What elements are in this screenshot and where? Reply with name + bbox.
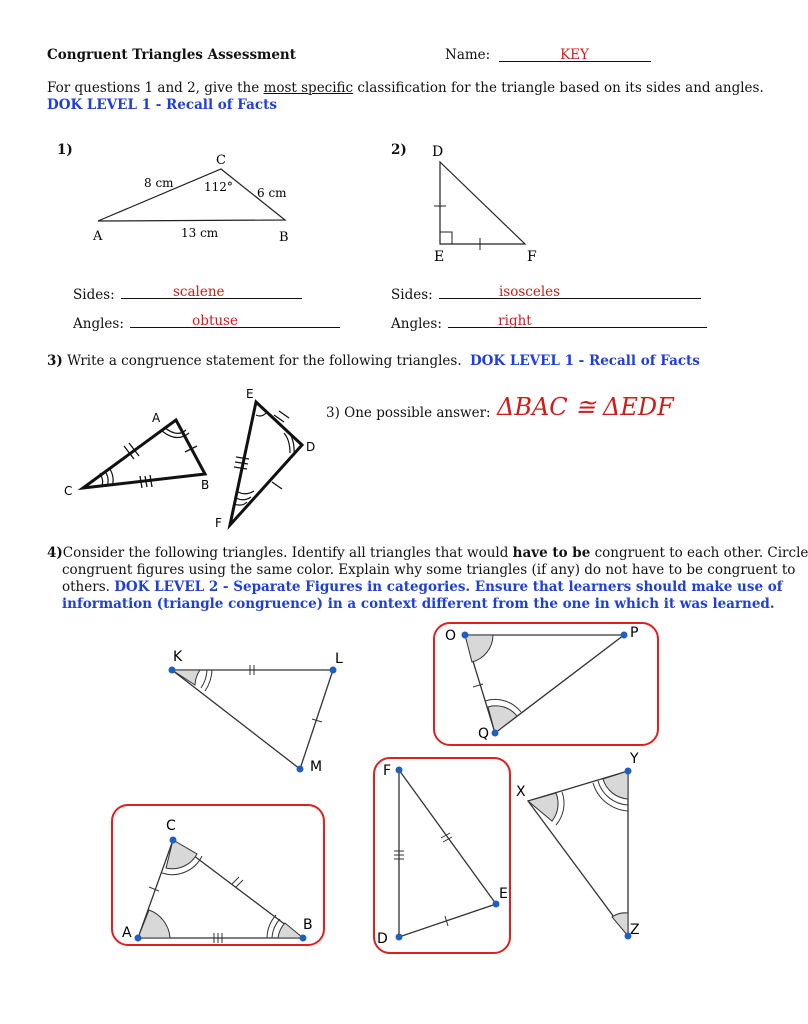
q4-tick-oq: [473, 684, 483, 687]
q4-vertex-d: D: [377, 931, 388, 947]
q3-answer: ΔBAC ≅ ΔEDF: [497, 393, 674, 421]
q4-triangle-klm: [172, 670, 333, 769]
assessment-title: Congruent Triangles Assessment: [47, 47, 296, 63]
q2-angles-answer: right: [498, 313, 532, 329]
q4-point-d: [396, 934, 403, 941]
q2-triangle-figure: [420, 140, 550, 265]
name-value: KEY: [560, 47, 589, 63]
q4-angle-o: [465, 635, 493, 662]
q2-right-angle-mark: [440, 232, 452, 244]
q1-vertex-b: B: [279, 230, 289, 245]
q1-sides-answer: scalene: [172, 284, 225, 300]
q1-sides-blank: [121, 284, 302, 299]
q4-point-l: [330, 667, 337, 674]
q1-vertex-a: A: [93, 229, 103, 244]
q3-vertex-b: B: [201, 478, 210, 492]
q4-vertex-p: P: [630, 625, 639, 641]
q2-triangle: [440, 162, 525, 244]
q1-sides-line: [73, 284, 302, 304]
q3-tick-df: [272, 482, 282, 489]
q4-line2: congruent figures using the same color. Explain why some triangles (if any) do not have to be congruent to: [62, 562, 796, 578]
q4-tick-cb: [232, 877, 239, 884]
q1-triangle-figure: [80, 145, 310, 250]
q3-vertex-e: E: [246, 387, 254, 401]
q2-vertex-d: D: [432, 144, 444, 160]
q1-angles-answer: obtuse: [192, 313, 238, 329]
q4-vertex-f: F: [383, 763, 392, 779]
q3-angle-f-arc3: [238, 491, 254, 494]
q2-angles-blank: [448, 313, 707, 328]
q2-angles-label: Angles:: [391, 316, 442, 332]
q4-point-y: [625, 768, 632, 775]
q4-vertex-e: E: [499, 886, 508, 902]
q4-point-c: [170, 837, 177, 844]
q4-vertex-a: A: [122, 925, 132, 941]
q4-angle-q: [488, 706, 517, 733]
q1-angles-line: [73, 313, 340, 333]
q4-line3: [62, 579, 783, 596]
q2-vertex-e: E: [434, 249, 445, 265]
q3-vertex-a: A: [152, 411, 161, 425]
q4-vertex-c: C: [166, 818, 176, 834]
q3-vertex-f: F: [215, 516, 222, 530]
q1-angles-label: Angles:: [73, 316, 124, 332]
q4-vertex-z: Z: [630, 922, 640, 938]
q4-vertex-l: L: [335, 651, 343, 667]
q4-triangles-figure: [100, 615, 680, 955]
name-label: Name:: [445, 47, 491, 63]
q3-prompt: Write a congruence statement for the following triangles.: [67, 353, 462, 369]
q4-vertex-m: M: [310, 759, 323, 775]
intro-text: [47, 80, 764, 97]
q4-line1c: congruent to each other. Circle: [590, 545, 808, 561]
q4-point-k: [169, 667, 176, 674]
q3-dok: DOK LEVEL 1 - Recall of Facts: [469, 353, 700, 369]
q4-tick-ca: [149, 887, 159, 891]
q1-side-cb-label: 6 cm: [257, 186, 287, 200]
q4-number: 4): [47, 545, 63, 561]
q4-vertex-o: O: [445, 628, 457, 644]
q4-line3-text: others.: [62, 579, 115, 595]
q4-angle-k: [172, 670, 200, 685]
intro-dok: DOK LEVEL 1 - Recall of Facts: [47, 97, 277, 113]
q3-prompt-line: [47, 353, 700, 370]
q2-sides-blank: [439, 284, 701, 299]
q3-number: 3): [47, 353, 63, 369]
q2-sides-answer: isosceles: [498, 284, 561, 300]
q3-answer-label: 3) One possible answer:: [326, 405, 491, 421]
q4-angle-z: [612, 913, 628, 936]
q4-vertex-b: B: [303, 917, 313, 933]
q1-vertex-c: C: [216, 153, 226, 168]
q1-sides-label: Sides:: [73, 287, 115, 303]
q3-triangle-abc: [83, 420, 205, 488]
q2-number: 2): [391, 142, 407, 158]
q3-triangles-figure: [60, 385, 322, 530]
q3-angle-d-arc: [284, 433, 290, 453]
intro-part2: classification for the triangle based on its sides and angles.: [353, 80, 764, 96]
q4-angle-b: [278, 923, 303, 938]
q4-point-o: [462, 632, 469, 639]
q3-tick-ed2: [279, 411, 289, 418]
q4-vertex-q: Q: [478, 726, 490, 742]
q4-angle-k-arc: [201, 670, 207, 688]
q4-dok-a: DOK LEVEL 2 - Separate Figures in categories. Ensure that learners should make use of: [114, 579, 783, 595]
q4-line1a: Consider the following triangles. Identify all triangles that would: [62, 545, 513, 561]
q3-angle-f-arc2: [236, 497, 251, 500]
q4-point-q: [492, 730, 499, 737]
q4-point-p: [621, 632, 628, 639]
q1-side-ca-label: 8 cm: [144, 176, 174, 190]
q4-vertex-k: K: [173, 649, 183, 665]
q4-angle-y: [603, 771, 628, 799]
q4-triangle-fde: [399, 770, 496, 937]
q3-vertex-c: C: [64, 484, 73, 498]
q2-sides-line: [391, 284, 701, 304]
q4-point-f: [396, 767, 403, 774]
q4-angle-k-arc2: [205, 670, 212, 691]
intro-part1: For questions 1 and 2, give the: [47, 80, 264, 96]
q4-triangle-xyz: [528, 771, 628, 936]
q4-angle-c: [166, 840, 197, 869]
q4-line1: [47, 545, 808, 562]
q4-dok-b: information (triangle congruence) in a context different from the one in which it was learned.: [62, 596, 775, 612]
q4-tick-cb2: [236, 880, 243, 887]
intro-underlined: most specific: [263, 80, 354, 96]
name-blank: [499, 47, 651, 62]
q4-point-a: [135, 935, 142, 942]
q4-vertex-y: Y: [630, 751, 639, 767]
q4-point-b: [300, 935, 307, 942]
q2-sides-label: Sides:: [391, 287, 433, 303]
q1-number: 1): [57, 142, 73, 158]
q2-angles-line: [391, 313, 707, 333]
q4-vertex-x: X: [516, 784, 526, 800]
q4-emphasis: have to be: [512, 545, 591, 561]
q1-angles-blank: [130, 313, 340, 328]
q1-side-ab-label: 13 cm: [181, 226, 219, 240]
q1-angle-c-label: 112°: [204, 180, 233, 194]
q2-vertex-f: F: [527, 249, 537, 265]
q3-vertex-d: D: [306, 440, 316, 454]
q4-point-m: [297, 766, 304, 773]
name-field: [445, 47, 651, 64]
